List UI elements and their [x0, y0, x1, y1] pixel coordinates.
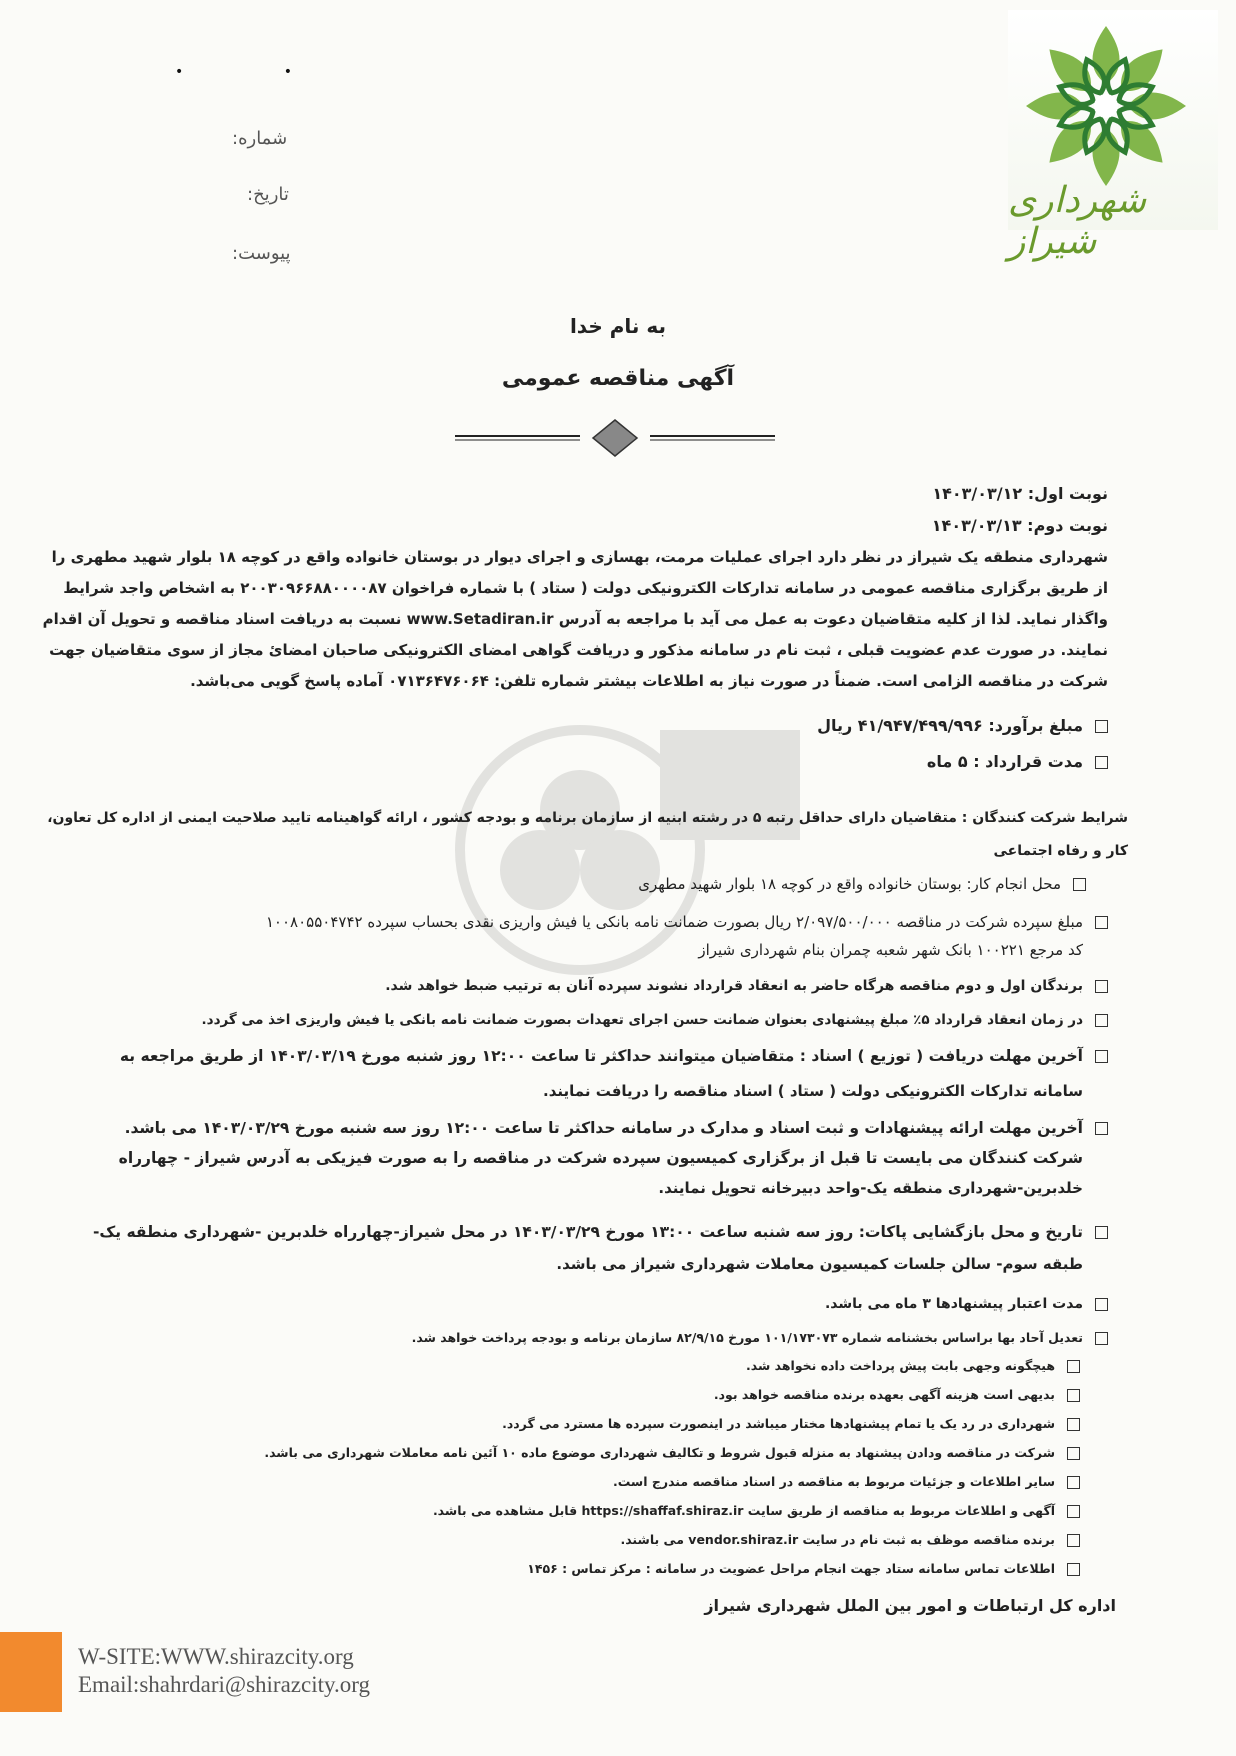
- checkbox-icon: [1067, 1389, 1080, 1402]
- intro-line: واگذار نماید. لذا از کلیه متقاضیان دعوت به عمل می آید با مراجعه به آدرس www.Setadiran.ir نسبت به دریافت اسناد مناقصه و تحویل آن اقدام: [42, 610, 1108, 628]
- checkbox-icon: [1067, 1534, 1080, 1547]
- submit-deadline: آخرین مهلت ارائه پیشنهادات و ثبت اسناد و مدارک در سامانه حداکثر تا ساعت ۱۲:۰۰ روز سه شنبه مورخ ۱۴۰۳/۰۳/۲۹ می باشد.: [124, 1119, 1083, 1137]
- checkbox-icon: [1095, 1014, 1108, 1027]
- list-item-text: آگهی و اطلاعات مربوط به مناقصه از طریق سایت https://shaffaf.shiraz.ir قابل مشاهده می باشد.: [432, 1503, 1055, 1518]
- intro-line: نمایند. در صورت عدم عضویت قبلی ، ثبت نام در سامانه مذکور و دریافت گواهی امضای الکترونیکی صاحبان امضائ مجاز از سوی متقاضیان جهت: [49, 641, 1108, 659]
- checkbox-icon: [1095, 916, 1108, 929]
- list-item-text: بدیهی است هزینه آگهی بعهده برنده مناقصه خواهد بود.: [713, 1387, 1055, 1402]
- page-title: آگهی مناقصه عمومی: [501, 366, 735, 391]
- opening-line: تاریخ و محل بازگشایی پاکات: روز سه شنبه ساعت ۱۳:۰۰ مورخ ۱۴۰۳/۰۳/۲۹ در محل شیراز-چهارراه خلدبرین -شهرداری منطقه یک-: [92, 1223, 1083, 1241]
- submit-deadline: شرکت کنندگان می بایست تا قبل از برگزاری کمیسیون سپرده شرکت در مناقصه را به صورت فیزیکی به آدرس شیراز - چهارراه: [118, 1149, 1083, 1167]
- list-item: [118, 1356, 1080, 1385]
- first-round: نوبت اول: ۱۴۰۳/۰۳/۱۲: [932, 484, 1108, 503]
- receive-deadline: سامانه تدارکات الکترونیکی دولت ( ستاد ) اسناد مناقصه را دریافت نمایند.: [543, 1082, 1083, 1100]
- footer-website: W-SITE:WWW.shirazcity.org: [78, 1644, 354, 1669]
- list-item-text: هیچگونه وجهی بابت پیش پرداخت داده نخواهد شد.: [746, 1358, 1055, 1373]
- list-item-text: شرکت در مناقصه ودادن پیشنهاد به منزله قبول شروط و تکالیف شهرداری موضوع ماده ۱۰ آئین نامه معاملات شهرداری می باشد.: [264, 1445, 1055, 1460]
- intro-line: شهرداری منطقه یک شیراز در نظر دارد اجرای عملیات مرمت، بهسازی و اجرای دیوار در بوستان خانواده واقع در کوچه ۱۸ بلوار شهید مطهری را: [51, 548, 1108, 566]
- list-item: [118, 1010, 1108, 1046]
- checkbox-icon: [1067, 1447, 1080, 1460]
- list-item: [118, 1294, 1108, 1320]
- deposit-line: کد مرجع ۱۰۰۲۲۱ بانک شهر شعبه چمران بنام شهرداری شیراز: [698, 941, 1083, 959]
- checkbox-icon: [1067, 1476, 1080, 1489]
- list-item-text: تعدیل آحاد بها براساس بخشنامه شماره ۱۰۱/۱۷۳۰۷۳ مورخ ۸۲/۹/۱۵ سازمان برنامه و بودجه پرداخت خواهد شد.: [411, 1330, 1083, 1345]
- guarantee-note: در زمان انعقاد قرارداد ۵٪ مبلغ پیشنهادی بعنوان ضمانت حسن اجرای تعهدات بصورت ضمانت نامه بانکی یا فیش واریزی اخذ می گردد.: [201, 1012, 1083, 1028]
- footer-accent-bar: [0, 1632, 62, 1712]
- list-item: [118, 1328, 1108, 1356]
- list-item: [118, 1530, 1080, 1559]
- checkbox-icon: [1095, 1050, 1108, 1063]
- list-item: [118, 752, 1108, 788]
- date-label: تاریخ:: [247, 184, 289, 205]
- municipality-logo: [1008, 10, 1218, 262]
- list-item: [92, 1222, 1108, 1254]
- checkbox-icon: [1095, 1226, 1108, 1239]
- estimate-block: [118, 716, 1108, 788]
- intro-paragraph: [42, 542, 1108, 697]
- list-item: [118, 1046, 1108, 1076]
- signoff: اداره کل ارتباطات و امور بین الملل شهرداری شیراز: [704, 1596, 1116, 1615]
- title-divider: [455, 418, 775, 458]
- list-item-text: سایر اطلاعات و جزئیات مربوط به مناقصه در اسناد مناقصه مندرج است.: [612, 1474, 1055, 1489]
- terms-block: [92, 912, 1108, 1320]
- list-item: [118, 1385, 1080, 1414]
- checkbox-icon: [1095, 1298, 1108, 1311]
- winners-note: برندگان اول و دوم مناقصه هرگاه حاضر به انعقاد قرارداد نشوند سپرده آنان به ترتیب ضبط خواهد شد.: [385, 978, 1083, 994]
- contract-duration: مدت قرارداد : ۵ ماه: [926, 752, 1083, 771]
- opening-line: طبقه سوم- سالن جلسات کمیسیون معاملات شهرداری شیراز می باشد.: [556, 1255, 1083, 1273]
- receive-deadline: آخرین مهلت دریافت ( توزیع ) اسناد : متقاضیان میتوانند حداکثر تا ساعت ۱۲:۰۰ روز شنبه مورخ ۱۴۰۳/۰۳/۱۹ از طریق مراجعه به: [119, 1047, 1083, 1065]
- small-items-list: [118, 1328, 1108, 1588]
- checkbox-icon: [1073, 878, 1086, 891]
- logo-wordmark: شهرداری شیراز: [1008, 180, 1147, 262]
- list-item: [118, 912, 1108, 940]
- list-item: [118, 1501, 1080, 1530]
- list-item: [118, 1443, 1080, 1472]
- list-item: [118, 1414, 1080, 1443]
- validity-note: مدت اعتبار پیشنهادها ۳ ماه می باشد.: [824, 1296, 1083, 1312]
- checkbox-icon: [1095, 756, 1108, 769]
- checkbox-icon: [1095, 720, 1108, 733]
- estimate-amount: مبلغ برآورد: ۴۱/۹۴۷/۴۹۹/۹۹۶ ریال: [817, 716, 1083, 735]
- list-item: [118, 1472, 1080, 1501]
- deposit-line: مبلغ سپرده شرکت در مناقصه ۲/۰۹۷/۵۰۰/۰۰۰ ریال بصورت ضمانت نامه بانکی یا فیش واریزی نقدی بحساب سپرده ۱۰۰۸۰۵۵۰۴۷۴۲: [265, 913, 1083, 931]
- intro-line: شرکت در مناقصه الزامی است. ضمناً در صورت نیاز به اطلاعات بیشتر شماره تلفن: ۰۷۱۳۶۴۷۶۰۶۴ آماده پاسخ گویی می‌باشد.: [190, 672, 1108, 690]
- number-label: شماره:: [232, 128, 288, 149]
- attachment-label: پیوست:: [232, 243, 291, 264]
- checkbox-icon: [1067, 1505, 1080, 1518]
- checkbox-icon: [1095, 1122, 1108, 1135]
- footer-email: Email:shahrdari@shirazcity.org: [78, 1672, 370, 1697]
- conditions-line: شرایط شرکت کنندگان : متقاضیان دارای حداقل رتبه ۵ در رشته ابنیه از سازمان برنامه و بودجه کشور ، ارائه گواهینامه تایید صلاحیت ایمنی از اداره کل تعاون،: [47, 810, 1128, 826]
- checkbox-icon: [1067, 1418, 1080, 1431]
- intro-line: از طریق برگزاری مناقصه عمومی در سامانه تدارکات الکترونیکی دولت ( ستاد ) با شماره فراخوان ۲۰۰۳۰۹۶۶۸۸۰۰۰۰۸۷ به اشخاص واجد شرایط: [63, 579, 1108, 597]
- second-round: نوبت دوم: ۱۴۰۳/۰۳/۱۳: [931, 516, 1108, 535]
- flower-logo-icon: [1016, 18, 1196, 198]
- list-item-text: برنده مناقصه موظف به ثبت نام در سایت vendor.shiraz.ir می باشند.: [620, 1532, 1055, 1547]
- location-block: [186, 874, 1086, 894]
- list-item: [118, 976, 1108, 1010]
- list-item-text: اطلاعات تماس سامانه ستاد جهت انجام مراحل عضویت در سامانه : مرکز تماس : ۱۴۵۶: [527, 1561, 1055, 1576]
- list-item: [186, 874, 1086, 894]
- list-item: [118, 1559, 1080, 1588]
- conditions-line: کار و رفاه اجتماعی: [993, 843, 1128, 859]
- checkbox-icon: [1095, 980, 1108, 993]
- bismillah: به نام خدا: [569, 314, 667, 338]
- rounds-block: [118, 478, 1108, 542]
- punch-marks: • •: [175, 64, 340, 80]
- list-item-text: شهرداری در رد یک یا تمام پیشنهادها مختار میباشد در اینصورت سپرده ها مسترد می گردد.: [502, 1416, 1055, 1431]
- checkbox-icon: [1067, 1360, 1080, 1373]
- checkbox-icon: [1095, 1332, 1108, 1345]
- list-item: [118, 1118, 1108, 1148]
- checkbox-icon: [1067, 1563, 1080, 1576]
- list-item: [118, 716, 1108, 752]
- conditions-block: [47, 797, 1128, 863]
- submit-deadline: خلدبرین-شهرداری منطقه یک-واحد دبیرخانه تحویل نمایند.: [658, 1179, 1083, 1197]
- work-location: محل انجام کار: بوستان خانواده واقع در کوچه ۱۸ بلوار شهید مطهری: [638, 875, 1061, 893]
